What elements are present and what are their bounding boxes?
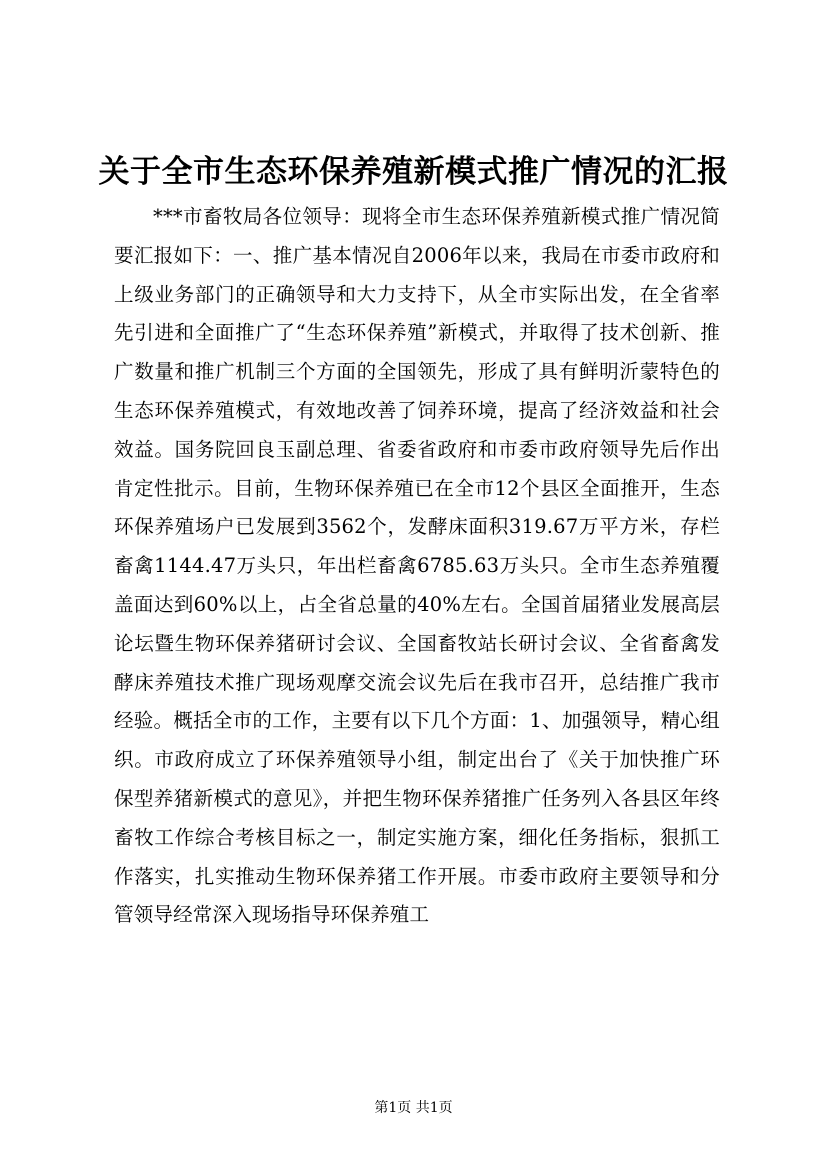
document-body-paragraph: ***市畜牧局各位领导：现将全市生态环保养殖新模式推广情况简要汇报如下：一、推广基本情况自2006年以来，我局在市委市政府和上级业务部门的正确领导和大力支持下，从全市实际出发，在全省率先引进和全面推广了“生态环保养殖”新模式，并取得了技术创新、推广数量和推广机制三个方面的全国领先，形成了具有鲜明沂蒙特色的生态环保养殖模式，有效地改善了饲养环境，提高了经济效益和社会效益。国务院回良玉副总理、省委省政府和市委市政府领导先后作出肯定性批示。目前，生物环保养殖已在全市12个县区全面推开，生态环保养殖场户已发展到3562个，发酵床面积319.67万平方米，存栏畜禽1144.47万头只，年出栏畜禽6785.63万头只。全市生态养殖覆盖面达到60%以上，占全省总量的40%左右。全国首届猪业发展高层论坛暨生物环保养猪研讨会议、全国畜牧站长研讨会议、全省畜禽发酵床养殖技术推广现场观摩交流会议先后在我市召开，总结推广我市经验。概括全市的工作，主要有以下几个方面：1、加强领导，精心组织。市政府成立了环保养殖领导小组，制定出台了《关于加快推广环保型养猪新模式的意见》，并把生物环保养猪推广任务列入各县区年终畜牧工作综合考核目标之一，制定实施方案，细化任务指标，狠抓工作落实，扎实推动生物环保养猪工作开展。市委市政府主要领导和分管领导经常深入现场指导环保养殖工 xyxy=(114,205,720,927)
document-title: 关于全市生态环保养殖新模式推广情况的汇报 xyxy=(98,154,729,190)
page-number-footer: 第1页 共1页 xyxy=(374,1100,453,1116)
